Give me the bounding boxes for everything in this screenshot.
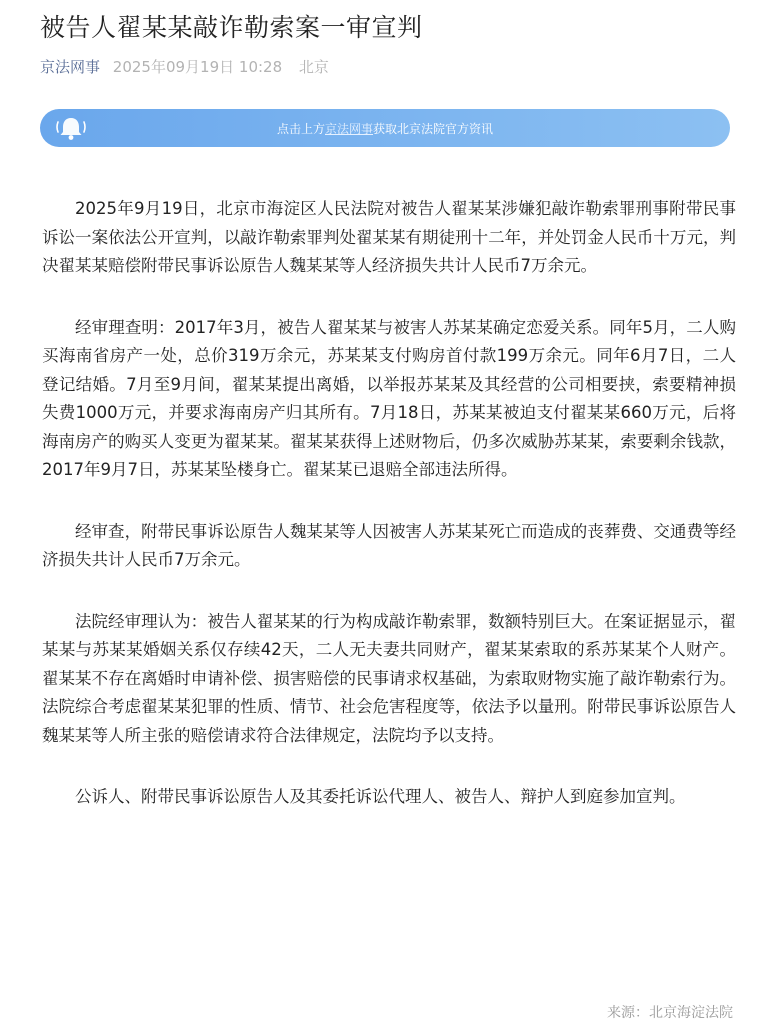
- article-source: 来源：北京海淀法院: [607, 1005, 733, 1021]
- paragraph-facts: 经审理查明：2017年3月，被告人翟某某与被害人苏某某确定恋爱关系。同年5月，二人购买海南省房产一处，总价319万余元，苏某某支付购房首付款199万余元。同年6月7日，二人登记结婚。7月至9月间，翟某某提出离婚，以举报苏某某及其经营的公司相要挟，索要精神损失费1000万元，并要求海南房产归其所有。7月18日，苏某某被迫支付翟某某660万元，后将海南房产的购买人变更为翟某某。翟某某获得上述财物后，仍多次威胁苏某某，索要剩余钱款，2017年9月7日，苏某某坠楼身亡。翟某某已退赔全部违法所得。: [42, 317, 736, 479]
- paragraph-attendance: 公诉人、附带民事诉讼原告人及其委托诉讼代理人、被告人、辩护人到庭参加宣判。: [75, 787, 686, 806]
- banner-account-link[interactable]: 京法网事: [324, 122, 373, 136]
- publish-location: 北京: [298, 58, 329, 76]
- paragraph-civil-losses: 经审查，附带民事诉讼原告人魏某某等人因被害人苏某某死亡而造成的丧葬费、交通费等经济损失共计人民币7万余元。: [42, 521, 736, 569]
- banner-suffix: 获取北京法院官方资讯: [373, 122, 494, 136]
- paragraph-verdict: 2025年9月19日，北京市海淀区人民法院对被告人翟某某涉嫌犯敲诈勒索罪刑事附带民事诉讼一案依法公开宣判，以敲诈勒索罪判处翟某某有期徒刑十二年，并处罚金人民币十万元，判决翟某某赔偿附带民事诉讼原告人魏某某等人经济损失共计人民币7万余元。: [42, 199, 736, 275]
- banner-prefix: 点击上方: [276, 122, 325, 136]
- paragraph-court-opinion: 法院经审理认为：被告人翟某某的行为构成敲诈勒索罪，数额特别巨大。在案证据显示，翟某某与苏某某婚姻关系仅存续42天，二人无夫妻共同财产，翟某某索取的系苏某某个人财产。翟某某不存在离婚时申请补偿、损害赔偿的民事请求权基础，为索取财物实施了敲诈勒索行为。法院综合考虑翟某某犯罪的性质、情节、社会危害程度等，依法予以量刑。附带民事诉讼原告人魏某某等人所主张的赔偿请求符合法律规定，法院均予以支持。: [42, 611, 736, 745]
- article-title: 被告人翟某某敲诈勒索案一审宣判: [40, 13, 423, 42]
- article-body: [42, 195, 736, 845]
- publish-time: 2025年09月19日 10:28: [112, 58, 283, 76]
- follow-banner[interactable]: [40, 109, 730, 147]
- account-name-link[interactable]: 京法网事: [40, 58, 101, 76]
- banner-text: [40, 120, 730, 137]
- article-meta: [40, 56, 329, 77]
